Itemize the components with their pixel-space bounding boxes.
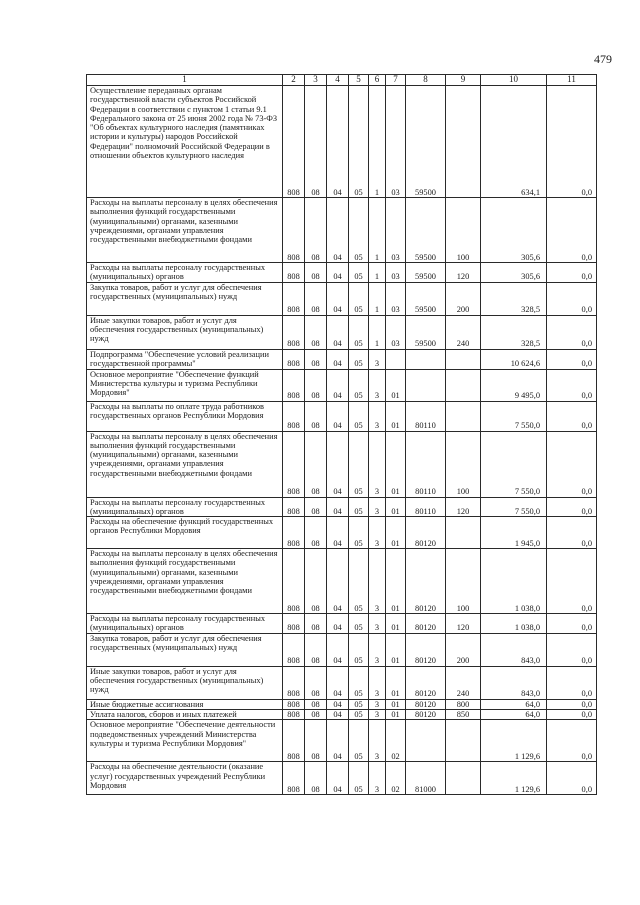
row-cell-c10: 64,0 bbox=[481, 699, 547, 709]
row-cell-c7: 01 bbox=[386, 633, 406, 666]
row-cell-c9 bbox=[446, 517, 481, 549]
row-cell-c10: 843,0 bbox=[481, 633, 547, 666]
row-cell-c6: 3 bbox=[369, 720, 386, 762]
row-name: Расходы на выплаты персоналу в целях обеспечения выполнения функций государственными (муниципальными) органами, казенными учреждениями, органами управления государственными внебюджетными фондами bbox=[87, 198, 283, 263]
column-header: 2 bbox=[283, 75, 305, 86]
row-cell-c10: 328,5 bbox=[481, 315, 547, 349]
row-cell-c4: 04 bbox=[327, 315, 349, 349]
row-cell-c8 bbox=[406, 369, 446, 401]
row-cell-c6: 1 bbox=[369, 86, 386, 198]
row-cell-c11: 0,0 bbox=[547, 517, 597, 549]
table-row bbox=[87, 401, 597, 431]
table-row bbox=[87, 315, 597, 349]
row-cell-c5: 05 bbox=[349, 699, 369, 709]
row-cell-c4: 04 bbox=[327, 633, 349, 666]
row-cell-c10: 1 129,6 bbox=[481, 762, 547, 795]
row-cell-c4: 04 bbox=[327, 86, 349, 198]
row-cell-c7: 01 bbox=[386, 614, 406, 634]
row-cell-c6: 3 bbox=[369, 431, 386, 497]
row-cell-c2: 808 bbox=[283, 762, 305, 795]
table-row bbox=[87, 282, 597, 315]
row-cell-c7: 01 bbox=[386, 666, 406, 699]
row-cell-c3: 08 bbox=[305, 86, 327, 198]
row-cell-c9 bbox=[446, 86, 481, 198]
column-header: 1 bbox=[87, 75, 283, 86]
row-cell-c11: 0,0 bbox=[547, 497, 597, 517]
row-cell-c8 bbox=[406, 720, 446, 762]
row-cell-c5: 05 bbox=[349, 497, 369, 517]
row-cell-c3: 08 bbox=[305, 614, 327, 634]
table-row bbox=[87, 263, 597, 283]
row-cell-c9: 100 bbox=[446, 549, 481, 614]
row-cell-c2: 808 bbox=[283, 666, 305, 699]
row-cell-c7: 03 bbox=[386, 263, 406, 283]
row-cell-c3: 08 bbox=[305, 401, 327, 431]
row-name: Основное мероприятие "Обеспечение деятельности подведомственных учреждений Министерства культуры и туризма Республики Мордовия" bbox=[87, 720, 283, 762]
row-cell-c2: 808 bbox=[283, 720, 305, 762]
row-cell-c8: 80120 bbox=[406, 517, 446, 549]
row-cell-c3: 08 bbox=[305, 762, 327, 795]
row-cell-c6: 3 bbox=[369, 614, 386, 634]
row-cell-c5: 05 bbox=[349, 282, 369, 315]
row-cell-c2: 808 bbox=[283, 263, 305, 283]
row-cell-c10: 1 945,0 bbox=[481, 517, 547, 549]
row-cell-c4: 04 bbox=[327, 401, 349, 431]
row-cell-c10: 1 129,6 bbox=[481, 720, 547, 762]
row-cell-c9: 120 bbox=[446, 497, 481, 517]
table-row bbox=[87, 431, 597, 497]
row-cell-c10: 634,1 bbox=[481, 86, 547, 198]
table-row bbox=[87, 549, 597, 614]
row-cell-c3: 08 bbox=[305, 198, 327, 263]
row-cell-c4: 04 bbox=[327, 431, 349, 497]
table-row bbox=[87, 762, 597, 795]
row-cell-c10: 64,0 bbox=[481, 710, 547, 720]
row-cell-c11: 0,0 bbox=[547, 282, 597, 315]
row-cell-c2: 808 bbox=[283, 282, 305, 315]
row-name: Расходы на выплаты персоналу государственных (муниципальных) органов bbox=[87, 614, 283, 634]
row-cell-c5: 05 bbox=[349, 263, 369, 283]
row-cell-c4: 04 bbox=[327, 517, 349, 549]
row-cell-c11: 0,0 bbox=[547, 633, 597, 666]
row-cell-c2: 808 bbox=[283, 699, 305, 709]
page-number: 479 bbox=[594, 52, 612, 66]
table-row bbox=[87, 633, 597, 666]
row-cell-c10: 1 038,0 bbox=[481, 549, 547, 614]
budget-table bbox=[86, 74, 597, 795]
row-cell-c5: 05 bbox=[349, 369, 369, 401]
row-cell-c9 bbox=[446, 762, 481, 795]
row-name: Расходы на выплаты по оплате труда работников государственных органов Республики Мордовия bbox=[87, 401, 283, 431]
column-header: 10 bbox=[481, 75, 547, 86]
row-cell-c11: 0,0 bbox=[547, 762, 597, 795]
row-name: Закупка товаров, работ и услуг для обеспечения государственных (муниципальных) нужд bbox=[87, 633, 283, 666]
row-cell-c6: 3 bbox=[369, 710, 386, 720]
row-cell-c6: 3 bbox=[369, 517, 386, 549]
row-cell-c10: 10 624,6 bbox=[481, 349, 547, 369]
row-cell-c2: 808 bbox=[283, 710, 305, 720]
row-cell-c11: 0,0 bbox=[547, 86, 597, 198]
row-cell-c5: 05 bbox=[349, 315, 369, 349]
row-cell-c7: 01 bbox=[386, 401, 406, 431]
table-row bbox=[87, 198, 597, 263]
table-row bbox=[87, 720, 597, 762]
column-header: 9 bbox=[446, 75, 481, 86]
row-cell-c8: 80110 bbox=[406, 497, 446, 517]
row-cell-c6: 3 bbox=[369, 401, 386, 431]
row-cell-c8: 59500 bbox=[406, 282, 446, 315]
row-cell-c7: 01 bbox=[386, 369, 406, 401]
row-cell-c3: 08 bbox=[305, 666, 327, 699]
row-cell-c7: 01 bbox=[386, 431, 406, 497]
row-cell-c6: 3 bbox=[369, 369, 386, 401]
row-cell-c3: 08 bbox=[305, 517, 327, 549]
row-cell-c10: 305,6 bbox=[481, 198, 547, 263]
row-cell-c9 bbox=[446, 401, 481, 431]
row-cell-c9: 200 bbox=[446, 282, 481, 315]
row-cell-c7: 01 bbox=[386, 549, 406, 614]
row-cell-c7: 01 bbox=[386, 710, 406, 720]
row-cell-c5: 05 bbox=[349, 349, 369, 369]
row-cell-c5: 05 bbox=[349, 666, 369, 699]
column-header: 7 bbox=[386, 75, 406, 86]
table-row bbox=[87, 369, 597, 401]
row-cell-c5: 05 bbox=[349, 762, 369, 795]
row-cell-c8: 59500 bbox=[406, 198, 446, 263]
row-cell-c9: 120 bbox=[446, 263, 481, 283]
row-cell-c9: 120 bbox=[446, 614, 481, 634]
row-cell-c2: 808 bbox=[283, 369, 305, 401]
row-name: Иные бюджетные ассигнования bbox=[87, 699, 283, 709]
row-cell-c2: 808 bbox=[283, 315, 305, 349]
row-cell-c6: 3 bbox=[369, 349, 386, 369]
table-row bbox=[87, 497, 597, 517]
row-cell-c7: 03 bbox=[386, 315, 406, 349]
column-header: 6 bbox=[369, 75, 386, 86]
row-cell-c3: 08 bbox=[305, 497, 327, 517]
row-cell-c5: 05 bbox=[349, 86, 369, 198]
row-cell-c3: 08 bbox=[305, 710, 327, 720]
row-cell-c6: 1 bbox=[369, 315, 386, 349]
row-name: Иные закупки товаров, работ и услуг для обеспечения государственных (муниципальных) нужд bbox=[87, 315, 283, 349]
column-header: 11 bbox=[547, 75, 597, 86]
row-cell-c4: 04 bbox=[327, 497, 349, 517]
row-name: Уплата налогов, сборов и иных платежей bbox=[87, 710, 283, 720]
row-cell-c6: 1 bbox=[369, 198, 386, 263]
row-cell-c6: 3 bbox=[369, 633, 386, 666]
row-cell-c6: 3 bbox=[369, 549, 386, 614]
row-cell-c11: 0,0 bbox=[547, 198, 597, 263]
row-cell-c9: 800 bbox=[446, 699, 481, 709]
row-cell-c10: 7 550,0 bbox=[481, 431, 547, 497]
row-cell-c2: 808 bbox=[283, 86, 305, 198]
row-name: Подпрограмма "Обеспечение условий реализации государственной программы" bbox=[87, 349, 283, 369]
column-header: 4 bbox=[327, 75, 349, 86]
row-cell-c9: 850 bbox=[446, 710, 481, 720]
row-cell-c7: 01 bbox=[386, 699, 406, 709]
row-cell-c8: 80120 bbox=[406, 633, 446, 666]
row-cell-c5: 05 bbox=[349, 614, 369, 634]
table-row bbox=[87, 666, 597, 699]
row-cell-c7 bbox=[386, 349, 406, 369]
row-cell-c9: 100 bbox=[446, 198, 481, 263]
row-cell-c4: 04 bbox=[327, 369, 349, 401]
row-cell-c3: 08 bbox=[305, 282, 327, 315]
row-cell-c11: 0,0 bbox=[547, 263, 597, 283]
table-row bbox=[87, 699, 597, 709]
row-cell-c10: 305,6 bbox=[481, 263, 547, 283]
row-cell-c3: 08 bbox=[305, 263, 327, 283]
row-name: Закупка товаров, работ и услуг для обеспечения государственных (муниципальных) нужд bbox=[87, 282, 283, 315]
row-cell-c11: 0,0 bbox=[547, 699, 597, 709]
row-cell-c10: 1 038,0 bbox=[481, 614, 547, 634]
row-cell-c9: 200 bbox=[446, 633, 481, 666]
row-cell-c11: 0,0 bbox=[547, 369, 597, 401]
column-header: 3 bbox=[305, 75, 327, 86]
row-cell-c7: 03 bbox=[386, 282, 406, 315]
row-cell-c4: 04 bbox=[327, 762, 349, 795]
row-cell-c2: 808 bbox=[283, 517, 305, 549]
row-cell-c5: 05 bbox=[349, 401, 369, 431]
row-cell-c4: 04 bbox=[327, 666, 349, 699]
row-cell-c4: 04 bbox=[327, 699, 349, 709]
table-row bbox=[87, 86, 597, 198]
row-name: Иные закупки товаров, работ и услуг для обеспечения государственных (муниципальных) нужд bbox=[87, 666, 283, 699]
row-name: Расходы на выплаты персоналу государственных (муниципальных) органов bbox=[87, 263, 283, 283]
row-cell-c8: 80110 bbox=[406, 431, 446, 497]
row-cell-c4: 04 bbox=[327, 263, 349, 283]
row-cell-c7: 02 bbox=[386, 720, 406, 762]
row-cell-c11: 0,0 bbox=[547, 720, 597, 762]
row-cell-c5: 05 bbox=[349, 710, 369, 720]
row-cell-c9 bbox=[446, 349, 481, 369]
row-cell-c8: 80110 bbox=[406, 401, 446, 431]
row-cell-c3: 08 bbox=[305, 431, 327, 497]
row-cell-c6: 1 bbox=[369, 263, 386, 283]
row-cell-c2: 808 bbox=[283, 431, 305, 497]
row-cell-c3: 08 bbox=[305, 549, 327, 614]
row-cell-c5: 05 bbox=[349, 720, 369, 762]
row-cell-c10: 7 550,0 bbox=[481, 497, 547, 517]
row-cell-c2: 808 bbox=[283, 497, 305, 517]
row-cell-c5: 05 bbox=[349, 517, 369, 549]
row-cell-c9: 240 bbox=[446, 315, 481, 349]
row-cell-c8: 59500 bbox=[406, 86, 446, 198]
row-cell-c8 bbox=[406, 349, 446, 369]
row-cell-c7: 03 bbox=[386, 198, 406, 263]
row-cell-c4: 04 bbox=[327, 549, 349, 614]
row-cell-c3: 08 bbox=[305, 699, 327, 709]
row-cell-c2: 808 bbox=[283, 198, 305, 263]
row-cell-c9 bbox=[446, 369, 481, 401]
column-header: 5 bbox=[349, 75, 369, 86]
row-cell-c7: 01 bbox=[386, 497, 406, 517]
row-cell-c4: 04 bbox=[327, 282, 349, 315]
row-cell-c4: 04 bbox=[327, 720, 349, 762]
row-cell-c5: 05 bbox=[349, 549, 369, 614]
row-cell-c7: 01 bbox=[386, 517, 406, 549]
table-row bbox=[87, 710, 597, 720]
row-cell-c6: 3 bbox=[369, 762, 386, 795]
row-cell-c6: 3 bbox=[369, 666, 386, 699]
table-row bbox=[87, 349, 597, 369]
row-cell-c8: 81000 bbox=[406, 762, 446, 795]
table-row bbox=[87, 614, 597, 634]
row-cell-c6: 3 bbox=[369, 699, 386, 709]
row-cell-c8: 80120 bbox=[406, 699, 446, 709]
row-cell-c10: 7 550,0 bbox=[481, 401, 547, 431]
row-cell-c4: 04 bbox=[327, 710, 349, 720]
row-cell-c8: 59500 bbox=[406, 315, 446, 349]
row-cell-c2: 808 bbox=[283, 349, 305, 369]
row-cell-c11: 0,0 bbox=[547, 401, 597, 431]
row-cell-c11: 0,0 bbox=[547, 315, 597, 349]
column-header: 8 bbox=[406, 75, 446, 86]
row-cell-c5: 05 bbox=[349, 633, 369, 666]
row-cell-c5: 05 bbox=[349, 431, 369, 497]
row-cell-c10: 328,5 bbox=[481, 282, 547, 315]
row-cell-c9: 240 bbox=[446, 666, 481, 699]
row-cell-c8: 59500 bbox=[406, 263, 446, 283]
row-name: Осуществление переданных органам государственной власти субъектов Российской Федерации в соответствии с пунктом 1 статьи 9.1 Федерального закона от 25 июня 2002 года № 73-ФЗ "Об объектах культурного наследия (памятниках истории и культуры) народов Российской Федерации" полномочий Российской Федерации в отношении объектов культурного наследия bbox=[87, 86, 283, 198]
row-cell-c8: 80120 bbox=[406, 549, 446, 614]
row-cell-c7: 02 bbox=[386, 762, 406, 795]
row-cell-c3: 08 bbox=[305, 720, 327, 762]
row-cell-c2: 808 bbox=[283, 549, 305, 614]
row-cell-c2: 808 bbox=[283, 614, 305, 634]
row-cell-c9: 100 bbox=[446, 431, 481, 497]
table-header-row bbox=[87, 75, 597, 86]
row-cell-c11: 0,0 bbox=[547, 710, 597, 720]
row-cell-c8: 80120 bbox=[406, 666, 446, 699]
row-name: Расходы на выплаты персоналу в целях обеспечения выполнения функций государственными (муниципальными) органами, казенными учреждениями, органами управления государственными внебюджетными фондами bbox=[87, 549, 283, 614]
row-cell-c2: 808 bbox=[283, 401, 305, 431]
row-name: Основное мероприятие "Обеспечение функций Министерства культуры и туризма Республики Мордовия" bbox=[87, 369, 283, 401]
row-cell-c11: 0,0 bbox=[547, 666, 597, 699]
row-cell-c3: 08 bbox=[305, 369, 327, 401]
row-cell-c10: 9 495,0 bbox=[481, 369, 547, 401]
row-cell-c7: 03 bbox=[386, 86, 406, 198]
row-cell-c8: 80120 bbox=[406, 710, 446, 720]
row-cell-c10: 843,0 bbox=[481, 666, 547, 699]
row-cell-c5: 05 bbox=[349, 198, 369, 263]
row-cell-c6: 3 bbox=[369, 497, 386, 517]
row-cell-c11: 0,0 bbox=[547, 614, 597, 634]
row-cell-c11: 0,0 bbox=[547, 549, 597, 614]
row-cell-c6: 1 bbox=[369, 282, 386, 315]
row-cell-c8: 80120 bbox=[406, 614, 446, 634]
row-cell-c11: 0,0 bbox=[547, 349, 597, 369]
row-name: Расходы на выплаты персоналу в целях обеспечения выполнения функций государственными (муниципальными) органами, казенными учреждениями, органами управления государственными внебюджетными фондами bbox=[87, 431, 283, 497]
row-cell-c3: 08 bbox=[305, 349, 327, 369]
table-row bbox=[87, 517, 597, 549]
row-name: Расходы на выплаты персоналу государственных (муниципальных) органов bbox=[87, 497, 283, 517]
row-name: Расходы на обеспечение функций государственных органов Республики Мордовия bbox=[87, 517, 283, 549]
row-cell-c3: 08 bbox=[305, 633, 327, 666]
row-cell-c11: 0,0 bbox=[547, 431, 597, 497]
row-cell-c2: 808 bbox=[283, 633, 305, 666]
row-cell-c4: 04 bbox=[327, 349, 349, 369]
row-cell-c4: 04 bbox=[327, 198, 349, 263]
row-cell-c3: 08 bbox=[305, 315, 327, 349]
row-cell-c9 bbox=[446, 720, 481, 762]
row-name: Расходы на обеспечение деятельности (оказание услуг) государственных учреждений Республики Мордовия bbox=[87, 762, 283, 795]
row-cell-c4: 04 bbox=[327, 614, 349, 634]
